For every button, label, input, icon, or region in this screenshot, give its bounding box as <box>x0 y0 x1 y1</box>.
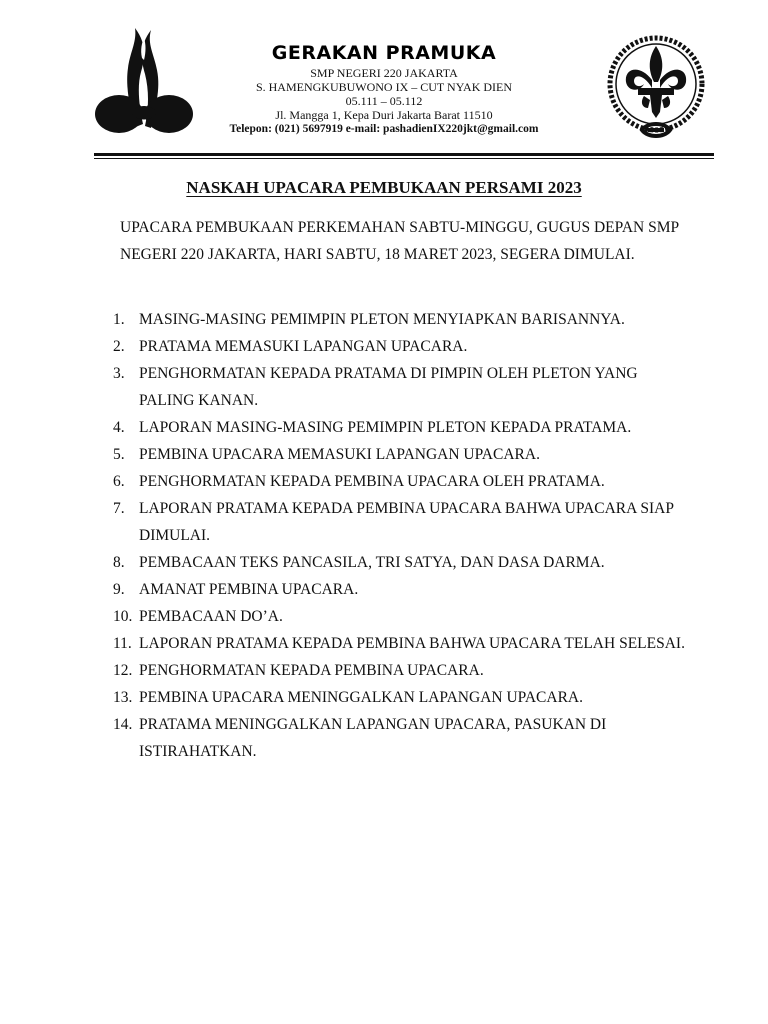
list-item <box>105 441 695 468</box>
tunas-kelapa-icon <box>95 28 193 140</box>
list-item <box>105 630 695 657</box>
gugus-depan-number: 05.111 – 05.112 <box>345 94 423 108</box>
list-item <box>105 603 695 630</box>
step-text: PENGHORMATAN KEPADA PEMBINA UPACARA. <box>139 662 484 679</box>
step-number: 14. <box>113 716 133 733</box>
contact-line: Telepon: (021) 5697919 e-mail: pashadienIX220jkt@gmail.com <box>229 123 539 135</box>
step-text: LAPORAN PRATAMA KEPADA PEMBINA UPACARA BAHWA UPACARA SIAP DIMULAI. <box>139 500 674 544</box>
list-item <box>105 360 695 414</box>
scout-fleur-de-lis-icon <box>604 34 708 142</box>
intro-paragraph: UPACARA PEMBUKAAN PERKEMAHAN SABTU-MINGGU, GUGUS DEPAN SMP NEGERI 220 JAKARTA, HARI SABTU, 18 MARET 2023, SEGERA DIMULAI. <box>120 219 679 263</box>
list-item <box>105 414 695 441</box>
list-item <box>105 306 695 333</box>
letterhead <box>0 0 768 160</box>
step-number: 10. <box>113 608 133 625</box>
list-item <box>105 576 695 603</box>
step-number: 4. <box>113 419 125 436</box>
header-divider-thin <box>94 158 714 159</box>
letterhead-text <box>200 40 568 136</box>
step-number: 3. <box>113 365 125 382</box>
document-title: NASKAH UPACARA PEMBUKAAN PERSAMI 2023 <box>186 178 582 197</box>
list-item <box>105 711 695 765</box>
step-text: PEMBINA UPACARA MENINGGALKAN LAPANGAN UPACARA. <box>139 689 583 706</box>
step-number: 6. <box>113 473 125 490</box>
list-item <box>105 684 695 711</box>
step-text: MASING-MASING PEMIMPIN PLETON MENYIAPKAN BARISANNYA. <box>139 311 625 328</box>
step-number: 9. <box>113 581 125 598</box>
step-text: LAPORAN PRATAMA KEPADA PEMBINA BAHWA UPACARA TELAH SELESAI. <box>139 635 685 652</box>
step-number: 12. <box>113 662 133 679</box>
list-item <box>105 657 695 684</box>
header-divider-thick <box>94 153 714 156</box>
step-number: 8. <box>113 554 125 571</box>
step-text: PENGHORMATAN KEPADA PEMBINA UPACARA OLEH PRATAMA. <box>139 473 605 490</box>
step-number: 1. <box>113 311 125 328</box>
step-number: 7. <box>113 500 125 517</box>
org-title: GERAKAN PRAMUKA <box>271 42 497 64</box>
list-item <box>105 333 695 360</box>
step-text: AMANAT PEMBINA UPACARA. <box>139 581 359 598</box>
step-text: PRATAMA MENINGGALKAN LAPANGAN UPACARA, PASUKAN DI ISTIRAHATKAN. <box>139 716 607 760</box>
step-text: PRATAMA MEMASUKI LAPANGAN UPACARA. <box>139 338 468 355</box>
step-number: 2. <box>113 338 125 355</box>
step-number: 5. <box>113 446 125 463</box>
school-name: SMP NEGERI 220 JAKARTA <box>310 66 458 80</box>
list-item <box>105 495 695 549</box>
step-text: PEMBACAAN TEKS PANCASILA, TRI SATYA, DAN DASA DARMA. <box>139 554 605 571</box>
list-item <box>105 468 695 495</box>
step-text: LAPORAN MASING-MASING PEMIMPIN PLETON KEPADA PRATAMA. <box>139 419 632 436</box>
step-text: PEMBACAAN DO’A. <box>139 608 283 625</box>
gugus-depan-name: S. HAMENGKUBUWONO IX – CUT NYAK DIEN <box>255 80 513 94</box>
address-line: Jl. Mangga 1, Kepa Duri Jakarta Barat 11510 <box>275 108 493 122</box>
step-text: PENGHORMATAN KEPADA PRATAMA DI PIMPIN OLEH PLETON YANG PALING KANAN. <box>139 365 638 409</box>
step-number: 11. <box>113 635 132 652</box>
step-number: 13. <box>113 689 133 706</box>
step-text: PEMBINA UPACARA MEMASUKI LAPANGAN UPACARA. <box>139 446 540 463</box>
ceremony-steps-list <box>105 306 695 765</box>
list-item <box>105 549 695 576</box>
